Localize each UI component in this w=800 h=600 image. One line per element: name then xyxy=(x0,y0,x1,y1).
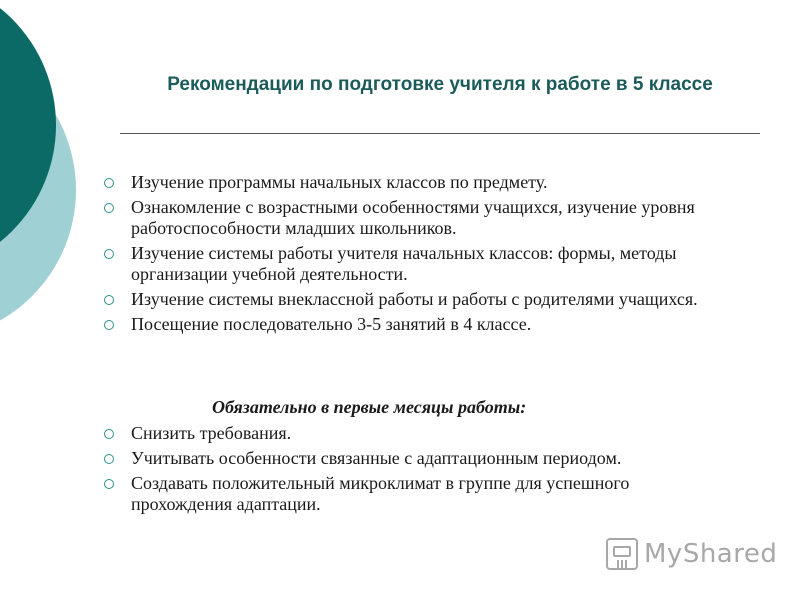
list-item-text: Посещение последовательно 3-5 занятий в 4 классе. xyxy=(131,314,532,334)
list-item-text: Изучение системы внеклассной работы и работы с родителями учащихся. xyxy=(131,289,698,309)
list-item-text: Учитывать особенности связанные с адаптационным периодом. xyxy=(131,448,622,468)
watermark-text: MyShared xyxy=(644,539,778,569)
list-item xyxy=(104,473,704,515)
presentation-board-icon xyxy=(606,538,638,570)
list-item xyxy=(104,314,704,335)
list-item xyxy=(104,289,704,310)
hollow-circle-bullet-icon xyxy=(104,454,114,464)
hollow-circle-bullet-icon xyxy=(104,295,114,305)
list-item-text: Создавать положительный микроклимат в группе для успешного прохождения адаптации. xyxy=(131,473,630,514)
myshared-watermark xyxy=(606,536,777,572)
hollow-circle-bullet-icon xyxy=(104,320,114,330)
list-item-text: Изучение программы начальных классов по предмету. xyxy=(131,172,548,192)
hollow-circle-bullet-icon xyxy=(104,429,114,439)
hollow-circle-bullet-icon xyxy=(104,178,114,188)
list-item xyxy=(104,423,704,444)
list-item-text: Ознакомление с возрастными особенностями учащихся, изучение уровня работоспособности младших школьников. xyxy=(131,197,695,238)
subheading: Обязательно в первые месяцы работы: xyxy=(212,397,527,417)
list-item xyxy=(104,172,704,193)
slide-title: Рекомендации по подготовке учителя к работе в 5 классе xyxy=(167,74,713,95)
title-divider xyxy=(120,133,760,134)
list-item xyxy=(104,448,704,469)
list-item xyxy=(104,197,704,239)
list-item-text: Снизить требования. xyxy=(131,423,292,443)
list-item xyxy=(104,243,704,285)
first-months-list xyxy=(104,423,704,519)
recommendations-list xyxy=(104,172,704,339)
list-item-text: Изучение системы работы учителя начальных классов: формы, методы организации учебной деятельности. xyxy=(131,243,677,284)
hollow-circle-bullet-icon xyxy=(104,249,114,259)
hollow-circle-bullet-icon xyxy=(104,203,114,213)
hollow-circle-bullet-icon xyxy=(104,479,114,489)
